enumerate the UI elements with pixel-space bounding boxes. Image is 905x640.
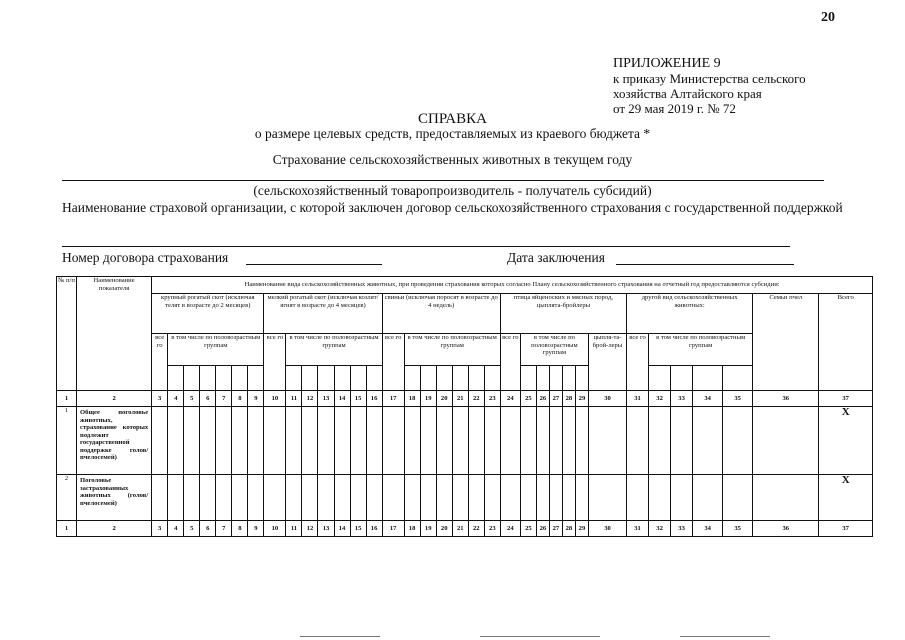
column-number: 37 (819, 391, 873, 407)
column-number: 1 (57, 391, 77, 407)
column-number: 28 (562, 391, 575, 407)
group-bees: Семьи пчел (753, 294, 819, 391)
sub-age-groups: в том числе по половозрастным группам (286, 334, 382, 366)
column-number: 33 (671, 521, 693, 537)
column-number: 17 (382, 391, 404, 407)
row-name: Поголовье застрахованных животных (голов/пчелосемей) (77, 475, 152, 521)
appendix-line-3: от 29 мая 2019 г. № 72 (613, 101, 736, 116)
sub-broilers: цыпля-та-брой-леры (588, 334, 626, 391)
column-number: 7 (216, 521, 232, 537)
column-number: 2 (77, 521, 152, 537)
column-number: 9 (248, 391, 264, 407)
column-number: 29 (575, 391, 588, 407)
bottom-edge-line (680, 636, 770, 637)
column-number: 13 (318, 391, 334, 407)
appendix-title: ПРИЛОЖЕНИЕ 9 (613, 56, 721, 71)
column-number: 31 (627, 521, 649, 537)
row-name: Общее поголовье животных, страхование которых подлежит государственной поддержке голов/пчелосемей) (77, 407, 152, 475)
table-row (57, 475, 873, 521)
column-number: 16 (366, 521, 382, 537)
column-number: 34 (693, 391, 723, 407)
sub-total: все го (627, 334, 649, 391)
column-number: 29 (575, 521, 588, 537)
column-number: 12 (302, 391, 318, 407)
column-number: 20 (436, 521, 452, 537)
row-total-mark: X (819, 475, 873, 521)
column-number: 36 (753, 391, 819, 407)
sub-total: все го (152, 334, 168, 391)
sub-age-groups: в том числе по половозрастным группам (520, 334, 588, 366)
table-row (57, 407, 873, 475)
column-number: 5 (184, 391, 200, 407)
column-number: 34 (693, 521, 723, 537)
column-number: 5 (184, 521, 200, 537)
column-number: 28 (562, 521, 575, 537)
sub-total: все го (264, 334, 286, 391)
column-number: 8 (232, 391, 248, 407)
group-pigs: свиньи (исключая поросят в возрасте до 4 недель) (382, 294, 500, 334)
column-number: 14 (334, 521, 350, 537)
column-number: 18 (404, 391, 420, 407)
column-number: 23 (484, 521, 500, 537)
column-number: 10 (264, 521, 286, 537)
column-number: 3 (152, 521, 168, 537)
group-total: Всего (819, 294, 873, 391)
document-title: СПРАВКА (418, 111, 487, 127)
column-number: 33 (671, 391, 693, 407)
sub-age-groups: в том числе по половозрастным группам (404, 334, 500, 366)
contract-label: Номер договора страхования (62, 250, 229, 265)
column-number: 10 (264, 391, 286, 407)
col-name-header: Наименование показателя (77, 277, 152, 391)
date-fill-line[interactable] (616, 264, 794, 265)
column-number: 3 (152, 391, 168, 407)
page-number: 20 (821, 10, 835, 25)
insurance-type: Страхование сельскохозяйственных животных в текущем году (272, 152, 633, 167)
column-number: 22 (468, 521, 484, 537)
column-number: 14 (334, 391, 350, 407)
column-number: 15 (350, 521, 366, 537)
column-number: 7 (216, 391, 232, 407)
column-number: 25 (520, 521, 536, 537)
column-number: 21 (452, 391, 468, 407)
bottom-edge-line (300, 636, 380, 637)
column-number: 2 (77, 391, 152, 407)
column-number: 27 (549, 521, 562, 537)
group-other: другой вид сельскохозяйственных животных: (627, 294, 753, 334)
column-number: 15 (350, 391, 366, 407)
col-no-header: № п/п (57, 277, 77, 391)
sub-total: все го (382, 334, 404, 391)
column-number: 4 (168, 391, 184, 407)
row-number: 1 (57, 407, 77, 475)
appendix-block (613, 56, 806, 116)
column-number: 36 (753, 521, 819, 537)
column-number: 30 (588, 391, 626, 407)
column-number: 37 (819, 521, 873, 537)
date-label: Дата заключения (507, 250, 605, 265)
group-small-cattle: мелкий рогатый скот (исключая козлят/ягнят в возрасте до 4 месяцев) (264, 294, 382, 334)
column-number: 8 (232, 521, 248, 537)
column-number: 18 (404, 521, 420, 537)
column-number: 35 (723, 391, 753, 407)
column-number: 25 (520, 391, 536, 407)
column-number: 27 (549, 391, 562, 407)
bottom-edge-line (480, 636, 600, 637)
column-number: 4 (168, 521, 184, 537)
column-number: 22 (468, 391, 484, 407)
row-number: 2 (57, 475, 77, 521)
column-number: 24 (500, 521, 520, 537)
sub-total: все го (500, 334, 520, 391)
column-number: 21 (452, 521, 468, 537)
column-number: 6 (200, 521, 216, 537)
column-number: 24 (500, 391, 520, 407)
appendix-line-2: хозяйства Алтайского края (613, 86, 762, 101)
insurer-label: Наименование страховой организации, с которой заключен договор сельскохозяйственного страхования с государственной поддержкой (62, 200, 843, 215)
appendix-line-1: к приказу Министерства сельского (613, 71, 806, 86)
column-number: 19 (420, 521, 436, 537)
insurer-fill-line[interactable] (62, 246, 790, 247)
column-number: 1 (57, 521, 77, 537)
sub-age-groups: в том числе по половозрастным группам (168, 334, 264, 366)
column-number: 26 (536, 391, 549, 407)
producer-fill-line[interactable] (62, 180, 824, 181)
column-number: 11 (286, 521, 302, 537)
column-number: 20 (436, 391, 452, 407)
column-number: 17 (382, 521, 404, 537)
column-number: 19 (420, 391, 436, 407)
column-numbers-row (57, 521, 873, 537)
column-number: 9 (248, 521, 264, 537)
column-number: 32 (649, 391, 671, 407)
producer-caption: (сельскохозяйственный товаропроизводитель - получатель субсидий) (253, 183, 652, 198)
column-number: 32 (649, 521, 671, 537)
column-number: 35 (723, 521, 753, 537)
column-number: 13 (318, 521, 334, 537)
column-number: 30 (588, 521, 626, 537)
group-poultry: птица яйценоских и мясных пород, цыплята-бройлеры (500, 294, 626, 334)
contract-fill-line[interactable] (246, 264, 382, 265)
column-number: 11 (286, 391, 302, 407)
column-number: 16 (366, 391, 382, 407)
document-subtitle: о размере целевых средств, предоставляемых из краевого бюджета * (254, 126, 651, 141)
column-number: 31 (627, 391, 649, 407)
column-numbers-row (57, 391, 873, 407)
column-number: 23 (484, 391, 500, 407)
column-number: 26 (536, 521, 549, 537)
subsidy-table (56, 276, 873, 537)
sub-age-groups: в том числе по половозрастным группам (649, 334, 753, 366)
group-cattle: крупный рогатый скот (исключая телят в возрасте до 2 месяцев) (152, 294, 264, 334)
column-number: 6 (200, 391, 216, 407)
column-number: 12 (302, 521, 318, 537)
main-header: Наименование вида сельскохозяйственных животных, при проведении страхования которых согласно Плану сельскохозяйственного страхования на отчетный год предоставляются субсидии: (152, 277, 873, 294)
row-total-mark: X (819, 407, 873, 475)
